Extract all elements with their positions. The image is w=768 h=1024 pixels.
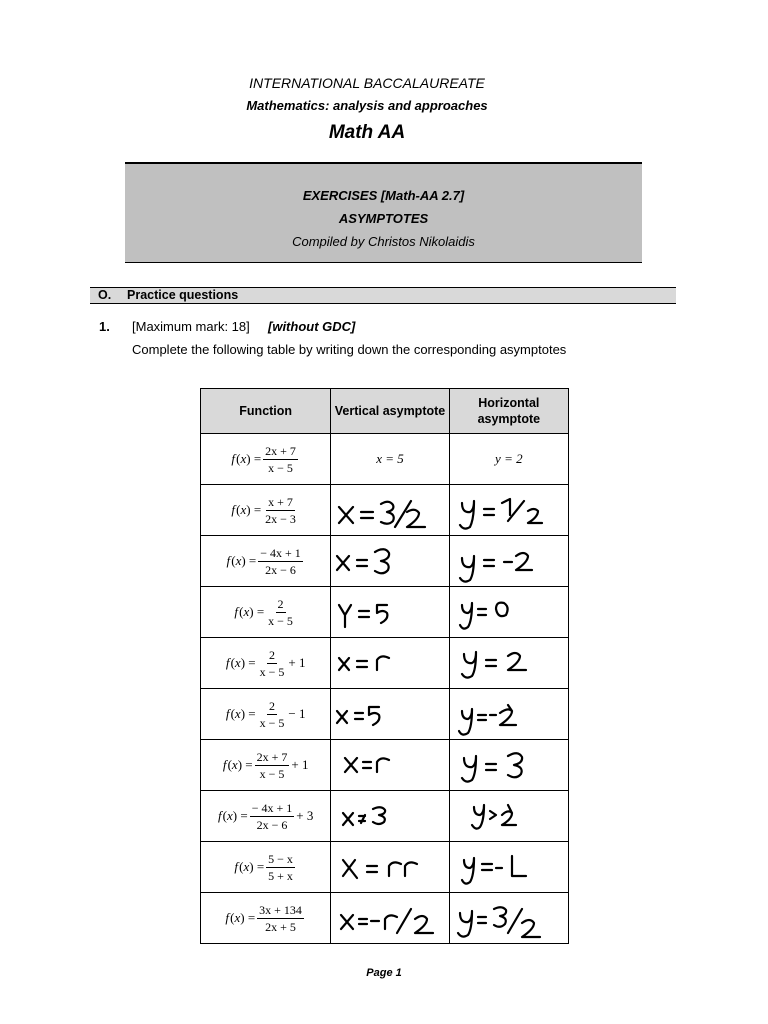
table-header-row xyxy=(201,389,569,434)
horizontal-answer xyxy=(449,434,568,485)
denominator: x − 5 xyxy=(259,664,285,679)
handwritten-horizontal-answer xyxy=(450,587,568,637)
handwritten-horizontal-answer xyxy=(450,536,568,586)
denominator: x − 5 xyxy=(268,613,293,628)
function-cell: f ( x ) = $\frac{2}{x - 5}$ xyxy=(201,587,331,638)
horizontal-answer xyxy=(449,689,568,740)
horizontal-answer xyxy=(449,740,568,791)
function-cell: f ( x ) = $\frac{2x + 7}{x - 5}$ + 1 xyxy=(201,740,331,791)
handwritten-vertical-answer xyxy=(331,740,449,790)
table-row xyxy=(201,791,569,842)
suffix: + 3 xyxy=(296,808,314,823)
handwritten-horizontal-answer xyxy=(450,485,568,535)
denominator: x − 5 xyxy=(259,715,285,730)
handwritten-vertical-answer xyxy=(331,689,449,739)
section-title: Practice questions xyxy=(127,288,239,302)
handwritten-horizontal-answer xyxy=(450,842,568,892)
table-row xyxy=(201,434,569,485)
exercises-title: EXERCISES [Math-AA 2.7] xyxy=(302,188,465,203)
handwritten-horizontal-answer xyxy=(450,893,568,943)
table-row xyxy=(201,893,569,944)
function-cell: f ( x ) = $\frac{- 4x + 1}{2x - 6}$ + 3 xyxy=(201,791,331,842)
function-cell: f ( x ) = $\frac{5 - x}{5 + x}$ xyxy=(201,842,331,893)
vertical-answer xyxy=(331,893,449,944)
header-function: Function xyxy=(201,389,331,434)
vertical-answer xyxy=(331,740,449,791)
denominator: x − 5 xyxy=(268,460,293,475)
horizontal-answer xyxy=(449,587,568,638)
vertical-answer xyxy=(331,791,449,842)
handwritten-vertical-answer xyxy=(331,485,449,535)
handwritten-horizontal-answer xyxy=(450,638,568,688)
vertical-answer xyxy=(331,587,449,638)
handwritten-vertical-answer xyxy=(331,893,449,943)
function-cell: f ( x ) = $\frac{- 4x + 1}{2x - 6}$ xyxy=(201,536,331,587)
function-cell: f ( x ) = $\frac{x + 7}{2x - 3}$ xyxy=(201,485,331,536)
suffix: + 1 xyxy=(288,655,306,670)
numerator: 2x + 7 xyxy=(256,749,288,764)
vertical-answer xyxy=(331,536,449,587)
vertical-answer xyxy=(331,434,449,485)
function-cell: f ( x ) = $\frac{3x + 134}{2x + 5}$ xyxy=(201,893,331,944)
numerator: 3x + 134 xyxy=(259,902,302,917)
handwritten-vertical-answer xyxy=(331,587,449,637)
table-row xyxy=(201,842,569,893)
header-institution: INTERNATIONAL BACCALAUREATE xyxy=(249,75,485,91)
title-box xyxy=(125,162,642,263)
table-row xyxy=(201,740,569,791)
handwritten-horizontal-answer xyxy=(450,791,568,841)
asymptotes-table xyxy=(200,388,569,944)
table-row xyxy=(201,536,569,587)
question-gdc: [without GDC] xyxy=(268,319,356,334)
author-credit: Compiled by Christos Nikolaidis xyxy=(292,234,475,249)
handwritten-vertical-answer xyxy=(331,638,449,688)
question-text: Complete the following table by writing down the corresponding asymptotes xyxy=(132,342,567,357)
table-row xyxy=(201,689,569,740)
horizontal-answer xyxy=(449,638,568,689)
vertical-answer xyxy=(331,638,449,689)
section-number: O. xyxy=(98,288,112,302)
function-cell: f ( x ) = $\frac{2}{x - 5}$ + 1 xyxy=(201,638,331,689)
table-row xyxy=(201,587,569,638)
denominator: x − 5 xyxy=(259,766,285,781)
horizontal-answer-text: y = 2 xyxy=(495,451,523,466)
header-horizontal: Horizontal asymptote xyxy=(449,389,568,434)
header-course: Mathematics: analysis and approaches xyxy=(246,98,488,113)
section-header xyxy=(90,287,676,304)
header-title: Math AA xyxy=(328,122,406,143)
vertical-answer xyxy=(331,485,449,536)
denominator: 2x − 3 xyxy=(265,511,296,526)
question-mark: [Maximum mark: 18] xyxy=(132,319,250,334)
table-row xyxy=(201,638,569,689)
denominator: 2x − 6 xyxy=(265,562,296,577)
numerator: 5 − x xyxy=(268,851,293,866)
table-row xyxy=(201,485,569,536)
page-number: Page 1 xyxy=(366,967,402,979)
vertical-answer xyxy=(331,689,449,740)
horizontal-answer xyxy=(449,485,568,536)
numerator: 2 xyxy=(269,647,275,662)
numerator: 2 xyxy=(269,698,275,713)
numerator: − 4x + 1 xyxy=(251,800,293,815)
horizontal-answer xyxy=(449,842,568,893)
numerator: 2x + 7 xyxy=(265,443,296,458)
horizontal-answer xyxy=(449,791,568,842)
numerator: − 4x + 1 xyxy=(260,545,301,560)
handwritten-horizontal-answer xyxy=(450,740,568,790)
denominator: 2x + 5 xyxy=(265,919,296,934)
handwritten-vertical-answer xyxy=(331,842,449,892)
handwritten-vertical-answer xyxy=(331,536,449,586)
suffix: − 1 xyxy=(288,706,306,721)
question-number: 1. xyxy=(99,319,110,334)
horizontal-answer xyxy=(449,893,568,944)
handwritten-vertical-answer xyxy=(331,791,449,841)
numerator: 2 xyxy=(277,596,284,611)
suffix: + 1 xyxy=(291,757,309,772)
header-vertical: Vertical asymptote xyxy=(331,389,449,434)
handwritten-horizontal-answer xyxy=(450,689,568,739)
function-cell: f ( x ) = $\frac{2}{x - 5}$ − 1 xyxy=(201,689,331,740)
vertical-answer-text: x = 5 xyxy=(376,451,404,466)
topic-title: ASYMPTOTES xyxy=(338,211,429,226)
numerator: x + 7 xyxy=(268,494,293,509)
function-cell: f ( x ) = $\frac{2x + 7}{x - 5}$ xyxy=(201,434,331,485)
vertical-answer xyxy=(331,842,449,893)
horizontal-answer xyxy=(449,536,568,587)
denominator: 5 + x xyxy=(268,868,293,883)
denominator: 2x − 6 xyxy=(256,817,288,832)
